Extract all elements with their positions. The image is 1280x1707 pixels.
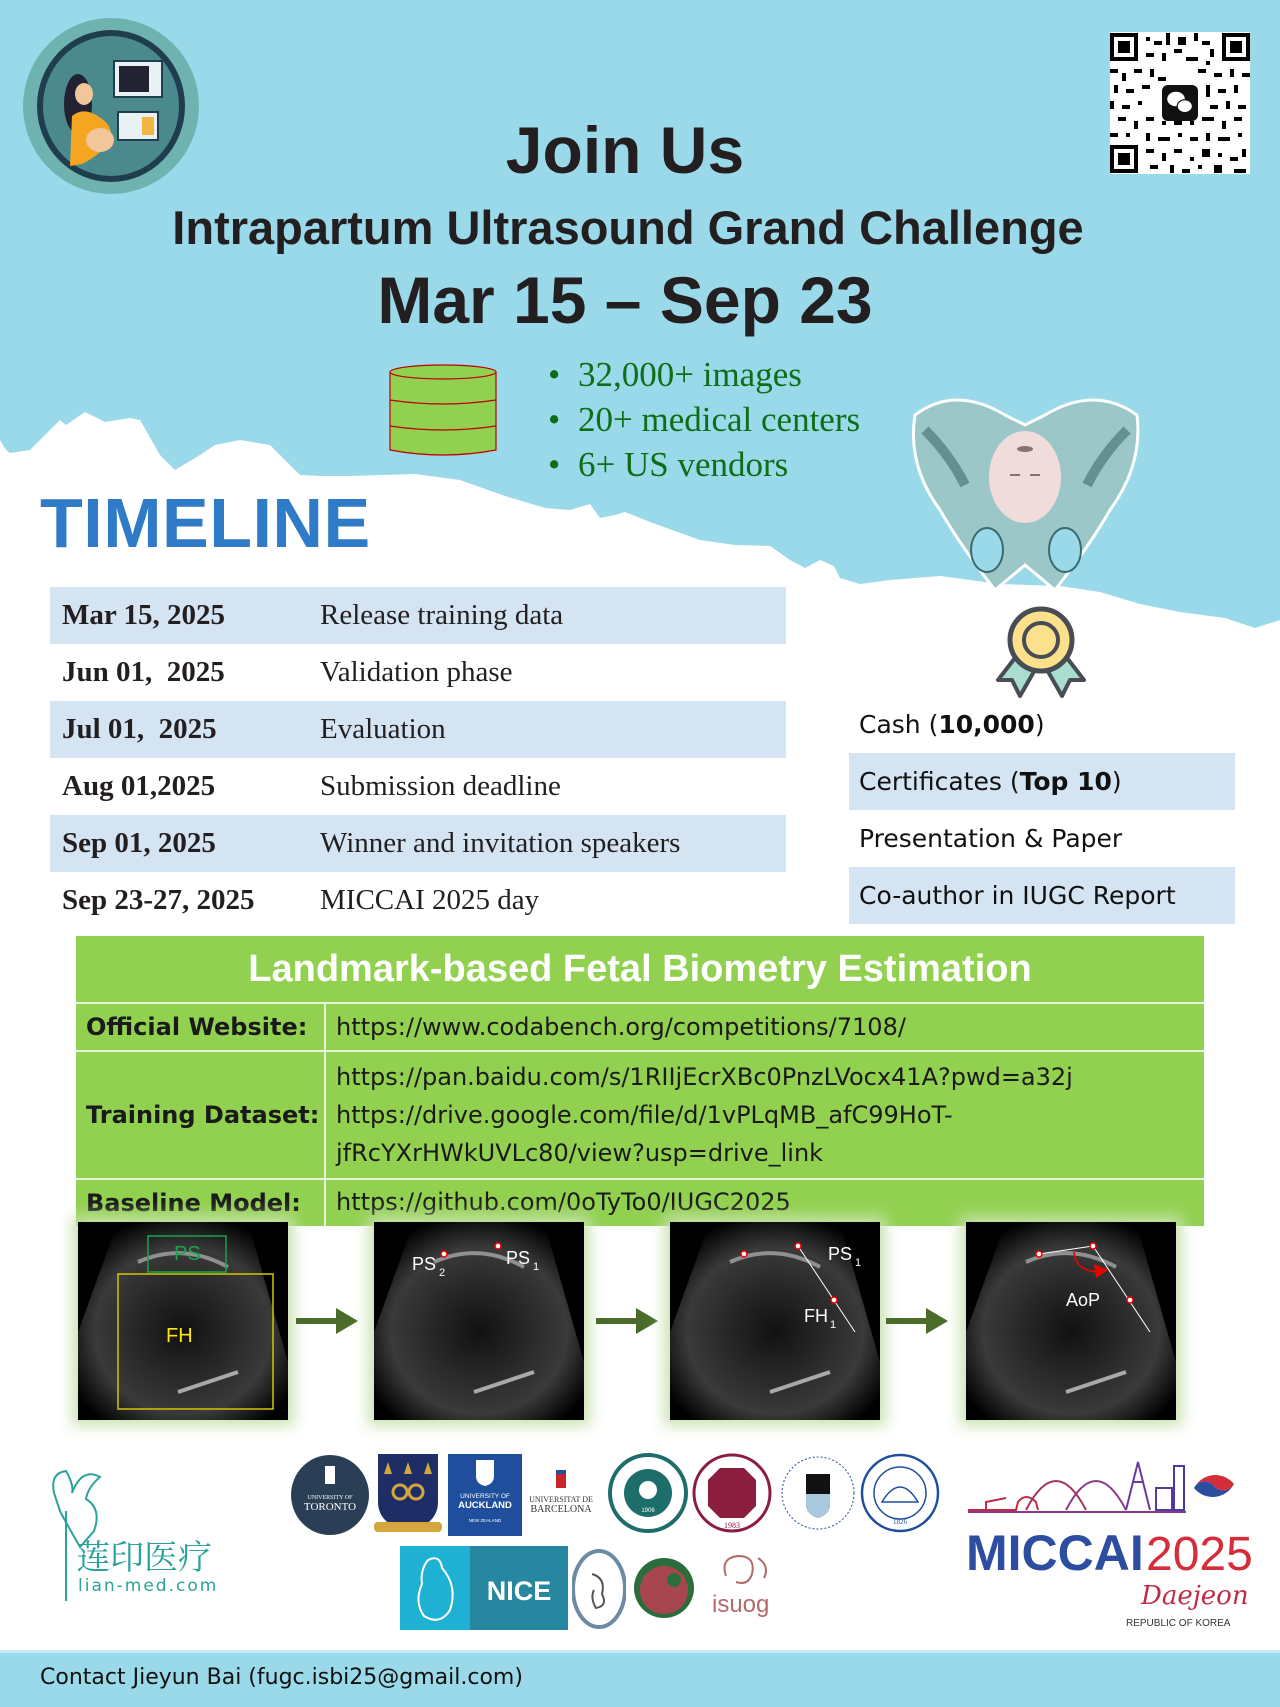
- timeline-row: [50, 644, 786, 701]
- info-row-dataset: [76, 1052, 1204, 1180]
- pelvis-fetal-head-illustration: [905, 385, 1145, 595]
- svg-text:Daejeon: Daejeon: [1141, 1581, 1249, 1611]
- timeline-heading: TIMELINE: [40, 484, 371, 562]
- svg-text:1: 1: [533, 1261, 540, 1273]
- ultrasound-frame-ps-landmarks: [374, 1222, 584, 1420]
- svg-text:UNIVERSITAT DE: UNIVERSITAT DE: [529, 1495, 593, 1504]
- timeline-event: Winner and invitation speakers: [320, 827, 681, 859]
- shenzhen-university-logo: [692, 1452, 772, 1534]
- timeline-event: Validation phase: [320, 656, 513, 688]
- challenge-dates: Mar 15 – Sep 23: [377, 263, 873, 337]
- svg-text:2: 2: [439, 1267, 446, 1279]
- svg-text:NEW ZEALAND: NEW ZEALAND: [468, 1518, 502, 1523]
- universitat-de-barcelona-logo: [526, 1454, 596, 1536]
- timeline-date: Sep 23-27, 2025: [62, 884, 255, 916]
- timeline-date: Aug 01,2025: [62, 770, 216, 802]
- svg-text:1906: 1906: [641, 1508, 655, 1514]
- page-title: Join Us: [505, 113, 745, 187]
- svg-text:AUCKLAND: AUCKLAND: [458, 1500, 512, 1511]
- arrow-right-icon: [596, 1306, 658, 1336]
- info-label: Official Website:: [76, 1004, 326, 1050]
- challenge-name: Intrapartum Ultrasound Grand Challenge: [172, 201, 1084, 254]
- svg-text:UNIVERSITY OF: UNIVERSITY OF: [307, 1495, 353, 1501]
- case-western-reserve-university-logo: [860, 1452, 940, 1534]
- bullet-icon: •: [548, 355, 561, 394]
- prize-item: Certificates ( Top 10 ): [849, 753, 1235, 810]
- svg-text:莲印医疗: 莲印医疗: [76, 1538, 212, 1578]
- contact-info[interactable]: Contact Jieyun Bai (fugc.isbi25@gmail.com): [40, 1665, 523, 1690]
- timeline-date: Jul 01, 2025: [62, 713, 217, 745]
- svg-text:TORONTO: TORONTO: [303, 1501, 357, 1513]
- university-of-toronto-logo: [290, 1454, 370, 1536]
- baidu-dataset-link[interactable]: https://pan.baidu.com/s/1RIIjEcrXBc0PnzLVocx41A?pwd=a32j: [336, 1063, 1073, 1091]
- prize-item: Cash ( 10,000 ): [859, 710, 1045, 739]
- lian-med-logo: [42, 1463, 242, 1608]
- stat-item: • 32,000+ images: [548, 352, 860, 397]
- miccai-2025-logo: [966, 1452, 1256, 1632]
- ultrasound-frame-fh-tangent: [670, 1222, 880, 1420]
- svg-text:BARCELONA: BARCELONA: [530, 1504, 592, 1515]
- ultrasound-frame-detection: [78, 1222, 288, 1420]
- ultrasound-frame-angle-of-progression: [966, 1222, 1176, 1420]
- partner-university-logos: [290, 1452, 930, 1536]
- timeline-row: [50, 815, 786, 872]
- timeline-row: [50, 758, 786, 815]
- svg-text:lian-med.com: lian-med.com: [78, 1576, 219, 1596]
- timeline-event: Release training data: [320, 599, 564, 631]
- award-medal-icon: [988, 604, 1094, 700]
- timeline-event: Evaluation: [320, 713, 446, 745]
- perinatal-society-logo: [632, 1548, 704, 1630]
- svg-text:1983: 1983: [724, 1521, 740, 1530]
- nice-logo: [400, 1546, 568, 1630]
- svg-text:NICE: NICE: [486, 1576, 552, 1606]
- timeline-row: [50, 872, 786, 929]
- partner-society-logos: [400, 1546, 820, 1630]
- landmark-pipeline-figure: [76, 1220, 1206, 1426]
- ps-label: PS: [174, 1243, 201, 1265]
- arrow-right-icon: [296, 1306, 358, 1336]
- timeline-event: Submission deadline: [320, 770, 561, 802]
- ps1-label: PS: [506, 1248, 531, 1268]
- svg-text:1: 1: [830, 1319, 837, 1331]
- timeline-row: [50, 587, 786, 644]
- svg-text:MICCAI: MICCAI: [966, 1525, 1144, 1581]
- dataset-stats-list: [548, 352, 860, 487]
- info-label: Baseline Model:: [76, 1180, 326, 1226]
- ps1-label: PS: [828, 1244, 853, 1264]
- bullet-icon: •: [548, 400, 561, 439]
- university-crest-logo: [372, 1452, 444, 1536]
- svg-text:UNIVERSITY OF: UNIVERSITY OF: [460, 1493, 510, 1500]
- stat-item: • 6+ US vendors: [548, 442, 860, 487]
- perinatal-medicine-logo: [572, 1548, 626, 1630]
- svg-text:REPUBLIC OF KOREA: REPUBLIC OF KOREA: [1126, 1618, 1231, 1629]
- info-value: [326, 1004, 1204, 1050]
- svg-text:1826: 1826: [893, 1518, 907, 1526]
- ps2-label: PS: [412, 1254, 437, 1274]
- info-row-website: [76, 1004, 1204, 1052]
- timeline-date: Mar 15, 2025: [62, 599, 225, 631]
- isuog-logo: [708, 1546, 782, 1630]
- timeline-event: MICCAI 2025 day: [320, 884, 540, 916]
- google-drive-dataset-link-cont[interactable]: jfRcYXrHWkUVLc80/view?usp=drive_link: [336, 1139, 824, 1167]
- university-of-auckland-logo: [448, 1454, 522, 1536]
- task-heading: Landmark-based Fetal Biometry Estimation: [76, 936, 1204, 1004]
- timeline-table: [50, 587, 786, 929]
- prize-item: Co-author in IUGC Report: [849, 867, 1235, 924]
- jinan-university-logo: [608, 1452, 688, 1534]
- svg-text:1: 1: [855, 1257, 862, 1269]
- fh1-label: FH: [804, 1306, 828, 1326]
- github-link[interactable]: https://github.com/0oTyTo0/IUGC2025: [336, 1188, 791, 1216]
- svg-text:2025: 2025: [1146, 1528, 1253, 1581]
- database-icon: [388, 362, 498, 462]
- website-link[interactable]: https://www.codabench.org/competitions/7108/: [336, 1013, 906, 1041]
- google-drive-dataset-link[interactable]: https://drive.google.com/file/d/1vPLqMB_afC99HoT-: [336, 1101, 953, 1129]
- stat-item: • 20+ medical centers: [548, 397, 860, 442]
- prizes-list: [849, 696, 1235, 924]
- info-label: Training Dataset:: [76, 1052, 326, 1178]
- fh-label: FH: [166, 1325, 193, 1347]
- timeline-date: Jun 01, 2025: [62, 656, 225, 688]
- svg-text:isuog: isuog: [712, 1591, 770, 1618]
- timeline-date: Sep 01, 2025: [62, 827, 216, 859]
- timeline-row: [50, 701, 786, 758]
- challenge-info-table: [76, 936, 1204, 1226]
- aop-label: AoP: [1066, 1290, 1101, 1310]
- university-of-cape-town-logo: [778, 1452, 858, 1534]
- contact-footer: [0, 1650, 1280, 1707]
- arrow-right-icon: [886, 1306, 948, 1336]
- info-value: [326, 1052, 1204, 1178]
- bullet-icon: •: [548, 445, 561, 484]
- prize-item: Presentation & Paper: [859, 824, 1123, 853]
